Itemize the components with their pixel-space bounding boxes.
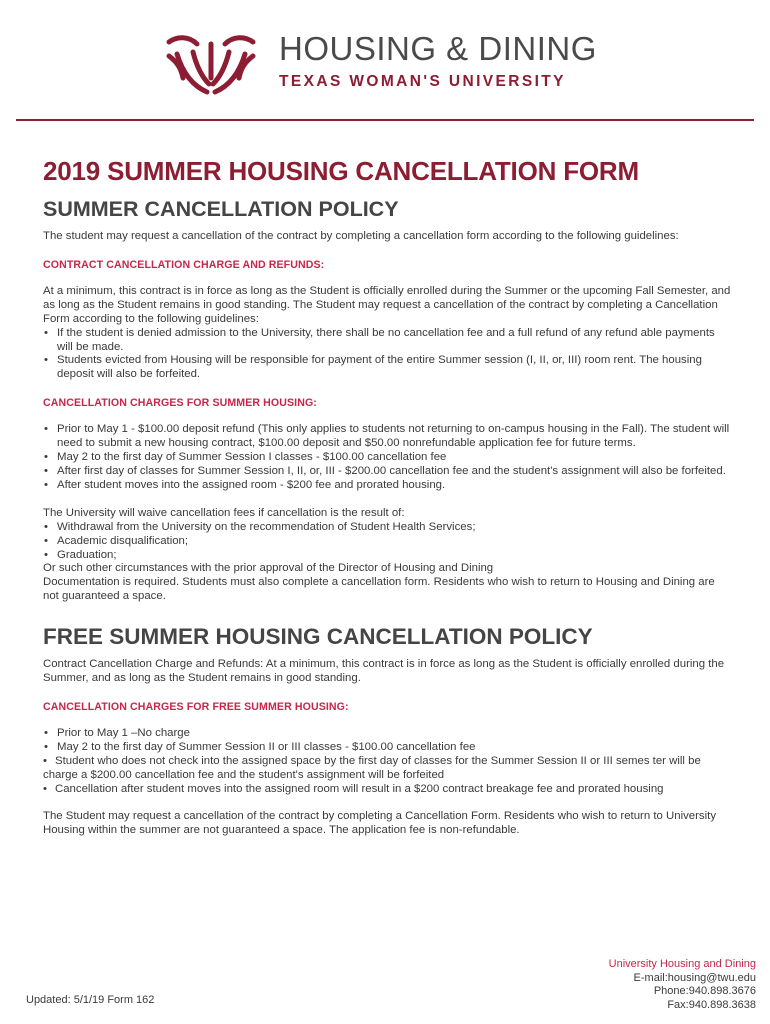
form-title: 2019 SUMMER HOUSING CANCELLATION FORM bbox=[43, 156, 639, 186]
charges-list bbox=[43, 423, 733, 493]
contact-org: University Housing and Dining bbox=[608, 958, 756, 970]
brand-title: HOUSING & DINING bbox=[279, 30, 597, 67]
charges-heading: CANCELLATION CHARGES FOR FREE SUMMER HOUSING: bbox=[43, 700, 349, 713]
list-item: • May 2 to the first day of Summer Session I classes - $100.00 cancellation fee bbox=[43, 451, 733, 465]
list-item: • Students evicted from Housing will be responsible for payment of the entire Summer session (I, II, or, III) room rent. The housing deposit will also be forfeited. bbox=[43, 354, 733, 382]
list-item: • Prior to May 1 –No charge bbox=[43, 727, 733, 741]
documentation-note: Documentation is required. Students must also complete a cancellation form. Residents who wish to return to Housing and Dining are not guaranteed a space. bbox=[43, 576, 715, 603]
list-item: • Graduation; bbox=[43, 549, 733, 563]
list-item: • Prior to May 1 - $100.00 deposit refund (This only applies to students not returning to on-campus housing in the Fall). The student will need to submit a new housing contract, $100.00 deposit and $50.00 nonrefundable application fee for future terms. bbox=[43, 423, 733, 451]
waive-intro: The University will waive cancellation fees if cancellation is the result of: bbox=[43, 506, 405, 519]
refunds-list bbox=[43, 327, 733, 383]
page-header bbox=[0, 0, 770, 122]
list-item: • Cancellation after student moves into the assigned room will result in a $200 contract breakage fee and prorated housing bbox=[43, 782, 664, 795]
form-content bbox=[43, 156, 733, 838]
list-item: • If the student is denied admission to the University, there shall be no cancellation fee and a full refund of any refund able payments will be made. bbox=[43, 327, 733, 355]
list-item: • After first day of classes for Summer Session I, II, or, III - $200.00 cancellation fee and the student's assignment will also be forfeited. bbox=[43, 465, 733, 479]
free-charges-list bbox=[43, 727, 733, 755]
contact-phone: Phone:940.898.3676 bbox=[653, 985, 756, 998]
policy-intro: The student may request a cancellation of the contract by completing a cancellation form according to the following guidelines: bbox=[43, 230, 679, 242]
waive-other: Or such other circumstances with the prior approval of the Director of Housing and Dining bbox=[43, 562, 494, 575]
summer-cancellation-policy bbox=[43, 197, 733, 604]
list-item: • Academic disqualification; bbox=[43, 535, 733, 549]
section-title: SUMMER CANCELLATION POLICY bbox=[43, 197, 399, 221]
list-item: • May 2 to the first day of Summer Session II or III classes - $100.00 cancellation fee bbox=[43, 741, 733, 755]
refunds-heading: CONTRACT CANCELLATION CHARGE AND REFUNDS: bbox=[43, 258, 325, 271]
refunds-text: At a minimum, this contract is in force as long as the Student is officially enrolled during the Summer or the upcoming Fall Semester, and as long as the Student remains in good standing. The Student may request a cancellation of the contract by completing a Cancellation Form according to the following guidelines: bbox=[43, 284, 731, 325]
section-title: FREE SUMMER HOUSING CANCELLATION POLICY bbox=[43, 624, 593, 650]
contact-fax: Fax:940.898.3638 bbox=[667, 998, 756, 1011]
policy-intro: Contract Cancellation Charge and Refunds: At a minimum, this contract is in force as long as the Student is officially enrolled during the Summer, and as long as the Student remains in good standing. bbox=[43, 658, 725, 685]
free-summer-cancellation-policy bbox=[43, 624, 733, 838]
updated-note: Updated: 5/1/19 Form 162 bbox=[26, 994, 155, 1006]
list-item: • Student who does not check into the assigned space by the first day of classes for the Summer Session II or III semes ter will be charge a $200.00 cancellation fee and the student's assignment will be forfeited bbox=[43, 754, 701, 781]
closing-text: The Student may request a cancellation of the contract by completing a Cancellation Form. Residents who wish to return to University Housing within the summer are not guaranteed a space. The application fee is non-refundable. bbox=[43, 810, 717, 837]
waive-list bbox=[43, 521, 733, 563]
list-item: • Withdrawal from the University on the recommendation of Student Health Services; bbox=[43, 521, 733, 535]
twu-laurel-logo-icon bbox=[163, 34, 259, 96]
header-divider bbox=[16, 119, 754, 121]
contact-email: E-mail:housing@twu.edu bbox=[633, 971, 756, 984]
charges-heading: CANCELLATION CHARGES FOR SUMMER HOUSING: bbox=[43, 397, 317, 410]
free-charges-list-unindented bbox=[43, 755, 733, 797]
brand-subtitle: TEXAS WOMAN'S UNIVERSITY bbox=[279, 73, 566, 90]
list-item: • After student moves into the assigned room - $200 fee and prorated housing. bbox=[43, 479, 733, 493]
contact-block bbox=[609, 958, 756, 1012]
